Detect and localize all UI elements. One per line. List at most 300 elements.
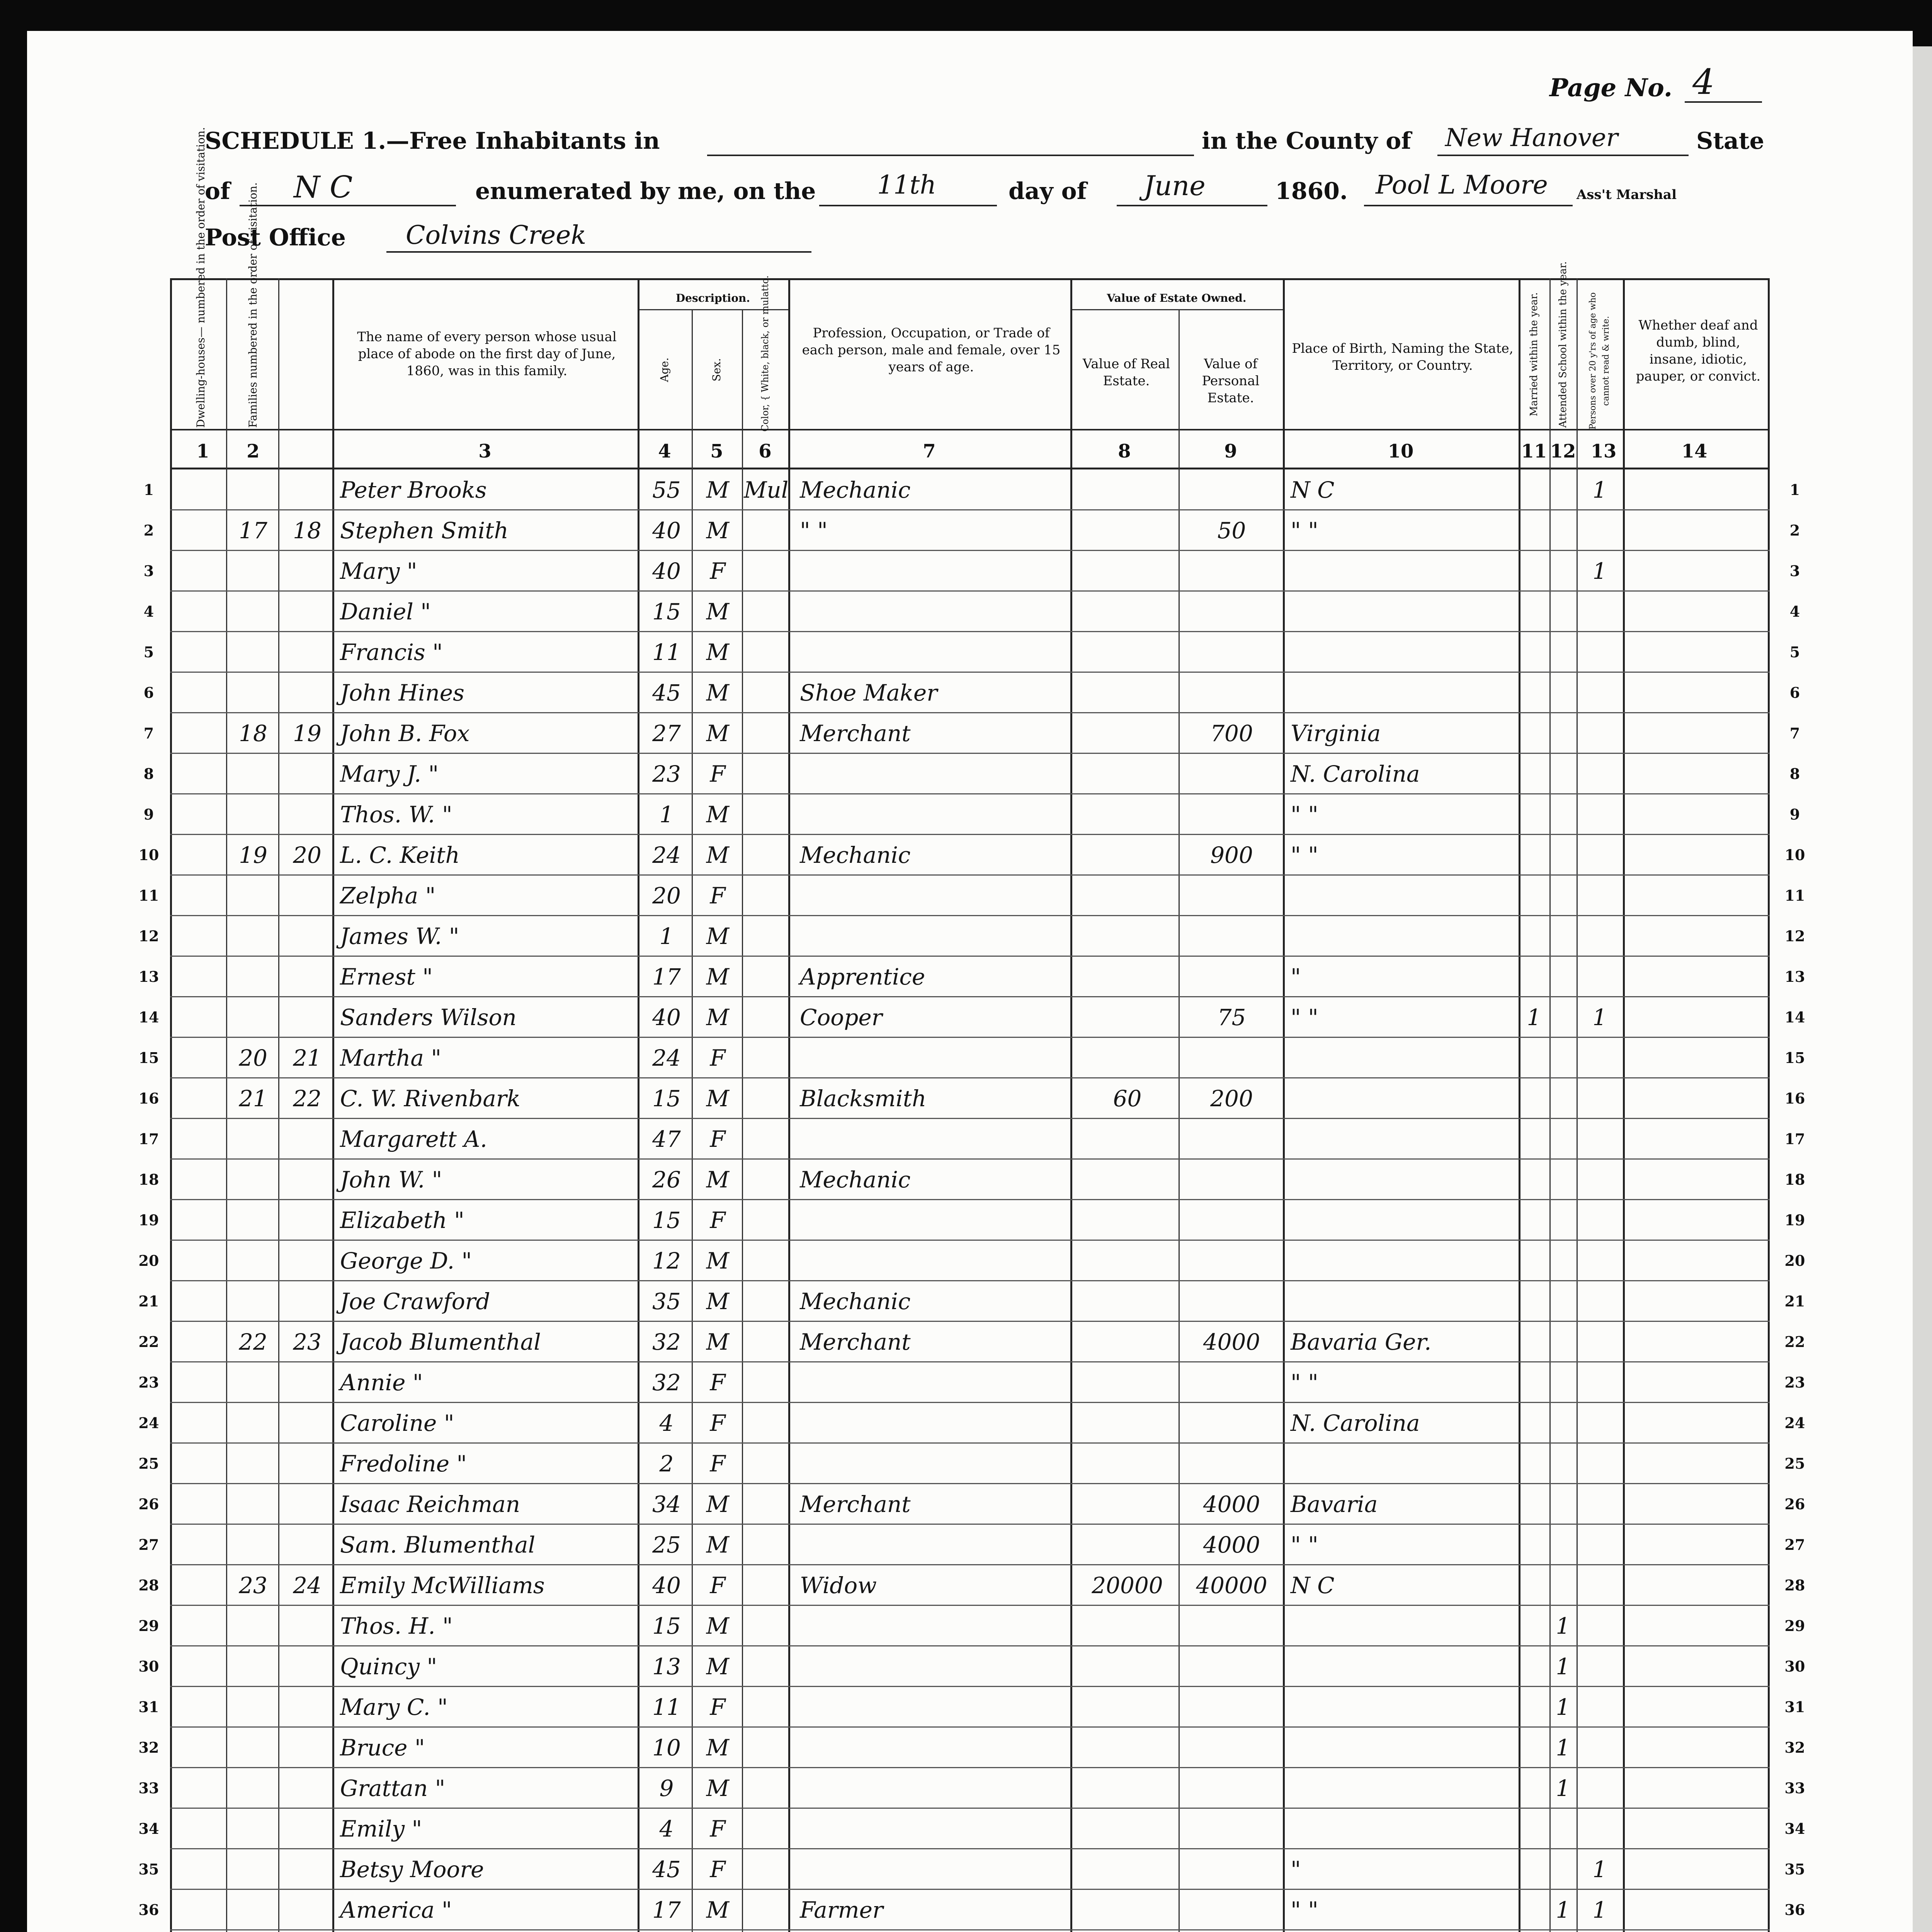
state-value: N C [294,170,353,205]
age: 40 [652,1004,681,1031]
birthplace: N. Carolina [1291,1410,1420,1436]
row-number-right: 14 [1784,1009,1805,1026]
cannot-read-mark: 1 [1592,1856,1607,1883]
person-name: John W. " [340,1167,442,1193]
real-estate: 60 [1113,1085,1142,1112]
person-name: Francis " [340,639,443,665]
marshal-name: Pool L Moore [1376,170,1548,200]
sex: M [706,517,730,544]
row-rule [170,1321,1770,1322]
occupation: Cooper [800,1004,883,1031]
age: 1 [659,801,674,828]
age: 17 [652,964,681,990]
sex: F [710,1694,726,1720]
row-number-right: 22 [1784,1333,1805,1350]
sex: M [706,1248,730,1274]
marshal-label: Ass't Marshal [1577,187,1677,202]
age: 15 [652,1207,681,1233]
row-number-left: 7 [143,724,154,742]
age: 20 [652,883,681,909]
row-rule [170,1808,1770,1809]
cannot-read-mark: 1 [1592,477,1607,503]
header-real-estate: Value of Real Estate. [1082,356,1170,389]
row-number-left: 24 [138,1414,159,1432]
row-rule [170,1767,1770,1768]
row-number-left: 9 [143,806,154,823]
row-number-right: 3 [1789,562,1800,580]
row-number-left: 33 [138,1779,159,1797]
age: 13 [652,1653,681,1680]
row-number-right: 17 [1784,1130,1805,1148]
row-rule [170,793,1770,794]
person-name: Emily " [340,1816,422,1842]
row-rule [170,1118,1770,1119]
colnum-1: 1 [196,440,209,462]
person-name: Sam. Blumenthal [340,1532,536,1558]
occupation: " " [800,517,828,544]
row-number-right: 35 [1784,1861,1805,1878]
age: 26 [652,1167,681,1193]
family-number: 22 [293,1085,321,1112]
person-name: Bruce " [340,1735,425,1761]
header-age: Age. [658,357,671,382]
birthplace: Bavaria [1291,1491,1378,1517]
row-number-left: 4 [143,603,154,620]
row-rule [170,1645,1770,1646]
person-name: Betsy Moore [340,1856,484,1883]
person-name: Sanders Wilson [340,1004,517,1031]
family-number: 21 [293,1045,321,1071]
state-label: State [1696,128,1764,155]
county-value: New Hanover [1445,124,1618,152]
row-number-right: 36 [1784,1901,1805,1918]
sex: F [710,1126,726,1152]
sex: F [710,1856,726,1883]
person-name: James W. " [340,923,459,949]
header-personal-estate: Value of Personal Estate. [1202,356,1260,406]
age: 24 [652,842,681,868]
person-name: Caroline " [340,1410,454,1436]
header-family: Families numbered in the order of visitation. [247,182,259,428]
row-rule [170,1929,1770,1930]
header-name: The name of every person whose usual place of abode on the first day of June, 1860, was in this family. [357,329,617,379]
person-name: Martha " [340,1045,442,1071]
row-number-right: 1 [1789,481,1800,498]
colnum-3: 3 [478,440,492,462]
age: 40 [652,558,681,584]
age: 32 [652,1369,681,1396]
row-number-right: 34 [1784,1820,1805,1837]
row-number-left: 30 [138,1658,159,1675]
age: 11 [652,639,681,665]
row-number-left: 1 [143,481,154,498]
age: 45 [652,1856,681,1883]
row-number-left: 18 [138,1171,159,1188]
row-number-left: 16 [138,1090,159,1107]
age: 4 [659,1816,674,1842]
school-mark: 1 [1556,1694,1570,1720]
sex: M [706,720,730,747]
row-number-left: 10 [138,846,159,864]
person-name: Joe Crawford [340,1288,490,1315]
age: 55 [652,477,681,503]
person-name: Daniel " [340,599,431,625]
colnum-14: 14 [1681,440,1708,462]
row-number-right: 5 [1789,643,1800,661]
header-color: Color, { White, black, or mulatto. [760,275,770,432]
colnum-11: 11 [1521,440,1547,462]
row-rule [170,1037,1770,1038]
row-number-right: 19 [1784,1211,1805,1229]
dwelling-number: 18 [239,720,267,747]
birthplace: " [1291,1856,1301,1883]
birthplace: " " [1291,517,1318,544]
person-name: Quincy " [340,1653,437,1680]
age: 47 [652,1126,681,1152]
county-label: in the County of [1202,128,1412,155]
birthplace: N C [1291,1572,1335,1599]
header-dwelling [194,281,207,428]
personal-estate: 4000 [1203,1532,1260,1558]
occupation: Shoe Maker [800,680,937,706]
person-name: Ernest " [340,964,433,990]
row-number-right: 21 [1784,1293,1805,1310]
person-name: C. W. Rivenbark [340,1085,520,1112]
age: 17 [652,1897,681,1923]
sex: M [706,964,730,990]
row-number-right: 24 [1784,1414,1805,1432]
row-rule [170,1686,1770,1687]
married-mark: 1 [1527,1004,1541,1031]
row-number-left: 22 [138,1333,159,1350]
row-number-left: 34 [138,1820,159,1837]
row-number-left: 19 [138,1211,159,1229]
sex: M [706,1491,730,1517]
sex: M [706,1288,730,1315]
row-number-left: 28 [138,1577,159,1594]
row-number-left: 13 [138,968,159,985]
occupation: Mechanic [800,842,911,868]
row-rule [170,956,1770,957]
personal-estate: 900 [1210,842,1253,868]
age: 1 [659,923,674,949]
row-number-left: 29 [138,1617,159,1634]
person-name: Mary " [340,558,417,584]
school-mark: 1 [1556,1653,1570,1680]
row-number-right: 33 [1784,1779,1805,1797]
personal-estate: 75 [1217,1004,1246,1031]
row-rule [170,631,1770,632]
row-rule [170,1524,1770,1525]
colnum-5: 5 [710,440,723,462]
row-rule [170,1848,1770,1849]
colnum-10: 10 [1388,440,1414,462]
colnum-7: 7 [923,440,936,462]
row-number-left: 26 [138,1495,159,1513]
row-rule [170,1240,1770,1241]
school-mark: 1 [1556,1897,1570,1923]
person-name: Emily McWilliams [340,1572,545,1599]
row-number-right: 10 [1784,846,1805,864]
sex: M [706,1004,730,1031]
person-name: George D. " [340,1248,472,1274]
cannot-read-mark: 1 [1592,558,1607,584]
dwelling-number: 17 [239,517,267,544]
age: 4 [659,1410,674,1436]
birthplace: Bavaria Ger. [1291,1329,1432,1355]
row-number-right: 16 [1784,1090,1805,1107]
occupation: Widow [800,1572,877,1599]
row-rule [170,1158,1770,1160]
row-number-left: 12 [138,927,159,945]
colnum-9: 9 [1224,440,1237,462]
colnum-8: 8 [1118,440,1131,462]
occupation: Farmer [800,1897,883,1923]
row-number-left: 14 [138,1009,159,1026]
row-number-right: 29 [1784,1617,1805,1634]
row-rule [170,1361,1770,1362]
age: 35 [652,1288,681,1315]
row-number-right: 27 [1784,1536,1805,1553]
age: 2 [659,1451,674,1477]
colnum-13: 13 [1590,440,1617,462]
header-occupation: Profession, Occupation, or Trade of each person, male and female, over 15 years of age. [802,325,1061,375]
page-number-label: Page No. [1549,73,1672,102]
row-number-left: 35 [138,1861,159,1878]
day-value: 11th [877,170,937,200]
occupation: Mechanic [800,1288,911,1315]
person-name: Mary C. " [340,1694,448,1720]
occupation: Blacksmith [800,1085,927,1112]
row-number-right: 4 [1789,603,1800,620]
sex: M [706,1085,730,1112]
age: 11 [652,1694,681,1720]
person-name: Zelpha " [340,883,436,909]
dwelling-number: 23 [239,1572,267,1599]
person-name: John B. Fox [340,720,470,747]
occupation: Merchant [800,720,911,747]
birthplace: " " [1291,801,1318,828]
row-number-left: 2 [143,522,154,539]
row-number-right: 25 [1784,1455,1805,1472]
row-rule [170,672,1770,673]
school-mark: 1 [1556,1735,1570,1761]
sex: M [706,1329,730,1355]
row-rule [170,712,1770,713]
year-value: 1860. [1275,178,1348,205]
age: 45 [652,680,681,706]
sex: F [710,761,726,787]
row-number-left: 17 [138,1130,159,1148]
header-school: Attended School within the year. [1557,261,1569,428]
row-number-right: 32 [1784,1739,1805,1756]
dwelling-number: 22 [239,1329,267,1355]
colnum-4: 4 [658,440,671,462]
sex: M [706,639,730,665]
row-number-left: 6 [143,684,154,701]
age: 32 [652,1329,681,1355]
occupation: Apprentice [800,964,925,990]
row-rule [170,1442,1770,1444]
sex: F [710,1816,726,1842]
day-of-label: day of [1009,178,1087,205]
family-number: 24 [293,1572,321,1599]
sex: M [706,1167,730,1193]
header-sex: Sex. [710,358,723,382]
sex: M [706,842,730,868]
age: 15 [652,599,681,625]
dwelling-number: 20 [239,1045,267,1071]
row-number-left: 11 [138,887,159,904]
post-office-label: Post Office [205,224,346,251]
row-number-right: 6 [1789,684,1800,701]
row-number-left: 32 [138,1739,159,1756]
row-number-right: 15 [1784,1049,1805,1066]
schedule-title: SCHEDULE 1.—Free Inhabitants in [205,128,660,155]
header-deaf-dumb: Whether deaf and dumb, blind, insane, idiotic, pauper, or convict. [1636,318,1761,384]
row-rule [170,1889,1770,1890]
colnum-12: 12 [1550,440,1576,462]
school-mark: 1 [1556,1775,1570,1801]
family-number: 20 [293,842,321,868]
enumerated-label: enumerated by me, on the [475,178,816,205]
person-name: John Hines [340,680,464,706]
row-number-left: 5 [143,643,154,661]
row-rule [170,874,1770,876]
row-number-right: 12 [1784,927,1805,945]
row-number-left: 3 [143,562,154,580]
sex: M [706,599,730,625]
row-rule [170,590,1770,592]
row-rule [170,1402,1770,1403]
row-number-right: 13 [1784,968,1805,985]
colnum-2: 2 [247,440,260,462]
row-number-right: 30 [1784,1658,1805,1675]
row-number-left: 31 [138,1698,159,1716]
person-name: Fredoline " [340,1451,467,1477]
color: Mul [744,477,789,503]
age: 10 [652,1735,681,1761]
row-rule [170,550,1770,551]
person-name: Thos. W. " [340,801,452,828]
sex: F [710,1207,726,1233]
sex: F [710,1369,726,1396]
person-name: Peter Brooks [340,477,487,503]
row-number-left: 20 [138,1252,159,1269]
row-rule [170,1726,1770,1728]
row-rule [170,915,1770,916]
colnum-6: 6 [759,440,772,462]
sex: M [706,680,730,706]
occupation: Mechanic [800,1167,911,1193]
birthplace: " " [1291,1004,1318,1031]
occupation: Mechanic [800,477,911,503]
cannot-read-mark: 1 [1592,1004,1607,1031]
age: 40 [652,517,681,544]
sex: F [710,1045,726,1071]
header-birthplace: Place of Birth, Naming the State, Territory, or Country. [1292,341,1514,373]
row-number-left: 15 [138,1049,159,1066]
cannot-read-mark: 1 [1592,1897,1607,1923]
family-number: 23 [293,1329,321,1355]
real-estate: 20000 [1092,1572,1163,1599]
person-name: Stephen Smith [340,517,509,544]
personal-estate: 40000 [1196,1572,1267,1599]
row-number-left: 36 [138,1901,159,1918]
page-edge-shadow [1913,46,1932,1932]
personal-estate: 50 [1217,517,1246,544]
age: 12 [652,1248,681,1274]
person-name: Elizabeth " [340,1207,464,1233]
sex: M [706,923,730,949]
sex: M [706,1775,730,1801]
header-married: Married within the year. [1528,292,1540,417]
row-number-right: 11 [1784,887,1805,904]
row-rule [170,509,1770,510]
person-name: Margarett A. [340,1126,487,1152]
person-name: Mary J. " [340,761,439,787]
sex: M [706,1735,730,1761]
row-rule [170,753,1770,754]
age: 23 [652,761,681,787]
person-name: America " [340,1897,452,1923]
age: 24 [652,1045,681,1071]
age: 27 [652,720,681,747]
personal-estate: 4000 [1203,1491,1260,1517]
row-rule [170,996,1770,997]
row-rule [170,1483,1770,1484]
row-rule [170,1605,1770,1606]
row-number-right: 9 [1789,806,1800,823]
header-cannot-read: Persons over 20 y'rs of age who cannot read & write. [1588,292,1611,430]
row-number-left: 8 [143,765,154,782]
birthplace: " [1291,964,1301,990]
row-number-left: 21 [138,1293,159,1310]
header-estate: Value of Estate Owned. [1107,292,1247,304]
family-number: 18 [293,517,321,544]
family-number: 19 [293,720,321,747]
header-description: Description. [675,292,750,304]
birthplace: Virginia [1291,720,1381,747]
birthplace: " " [1291,1369,1318,1396]
sex: M [706,477,730,503]
row-number-right: 23 [1784,1374,1805,1391]
row-rule [170,1564,1770,1565]
page-number: 4 [1692,62,1715,102]
school-mark: 1 [1556,1613,1570,1639]
person-name: Thos. H. " [340,1613,453,1639]
personal-estate: 4000 [1203,1329,1260,1355]
row-rule [170,834,1770,835]
row-number-right: 26 [1784,1495,1805,1513]
of-label: of [205,178,230,205]
personal-estate: 200 [1210,1085,1253,1112]
row-rule [170,1280,1770,1281]
month-value: June [1144,170,1206,202]
row-number-right: 20 [1784,1252,1805,1269]
age: 15 [652,1613,681,1639]
age: 25 [652,1532,681,1558]
row-number-right: 31 [1784,1698,1805,1716]
row-number-left: 25 [138,1455,159,1472]
person-name: Grattan " [340,1775,446,1801]
sex: F [710,1572,726,1599]
person-name: Annie " [340,1369,423,1396]
birthplace: " " [1291,1532,1318,1558]
person-name: L. C. Keith [340,842,460,868]
sex: M [706,1613,730,1639]
dwelling-number: 21 [239,1085,267,1112]
